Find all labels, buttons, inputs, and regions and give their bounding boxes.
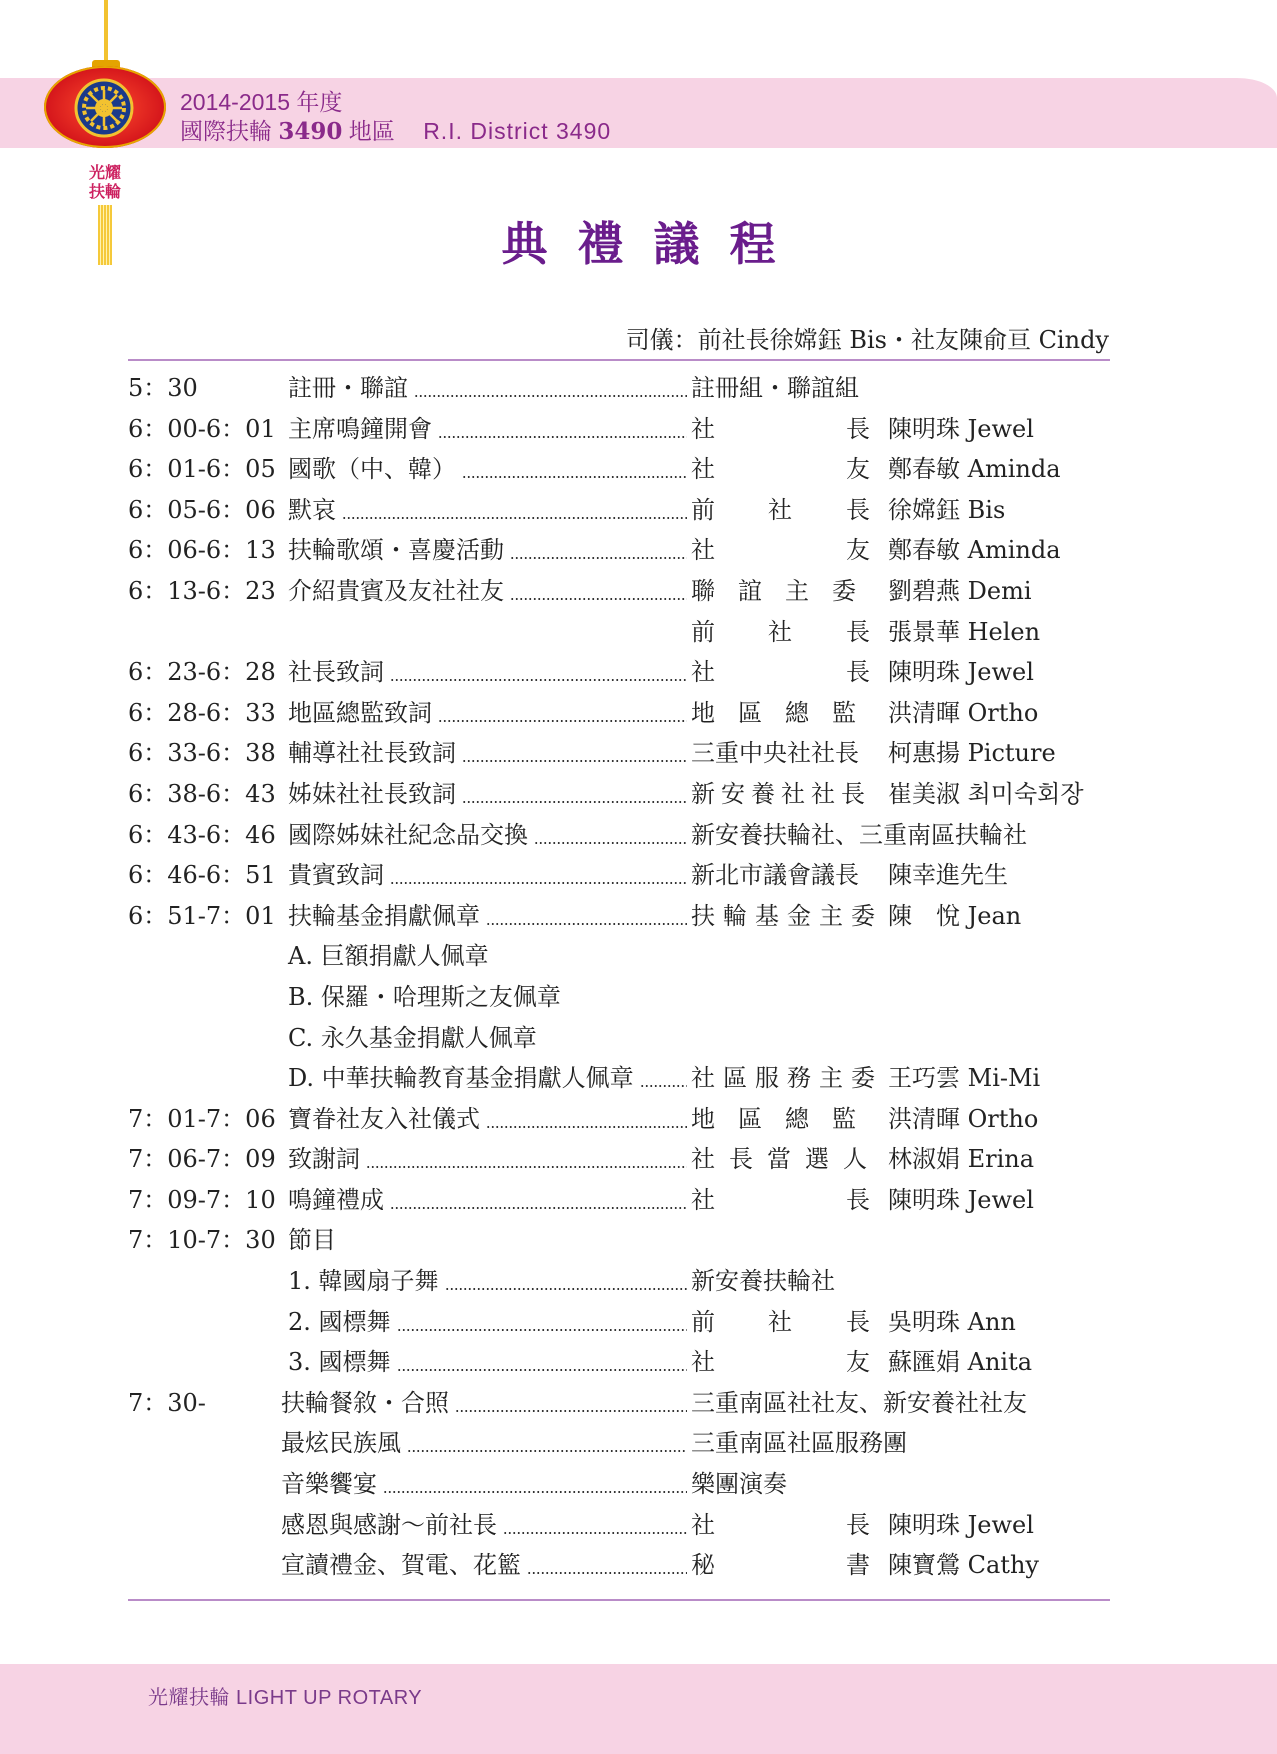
agenda-time: 6：00-6：01 bbox=[128, 414, 276, 443]
agenda-role-mid: 社 bbox=[768, 495, 792, 524]
agenda-name: 洪清暉 Ortho bbox=[888, 698, 1039, 727]
agenda-item: 社長致詞 bbox=[288, 658, 384, 687]
agenda-table bbox=[128, 368, 1118, 1586]
agenda-role-right: 友 bbox=[846, 455, 870, 484]
agenda-role: 社 bbox=[691, 1185, 715, 1214]
agenda-name: 劉碧燕 Demi bbox=[888, 576, 1032, 605]
light-up-badge bbox=[84, 163, 126, 201]
agenda-item: 國歌（中、韓） bbox=[288, 455, 456, 484]
agenda-item: C. 永久基金捐獻人佩章 bbox=[288, 1023, 537, 1052]
agenda-row bbox=[128, 1342, 1118, 1383]
agenda-time: 7：06-7：09 bbox=[128, 1145, 276, 1174]
agenda-role: 秘 bbox=[691, 1551, 715, 1580]
agenda-name: 鄭春敏 Aminda bbox=[888, 455, 1061, 484]
district-number: 3490 bbox=[278, 118, 343, 145]
agenda-row bbox=[128, 936, 1118, 977]
agenda-item: 最炫民族風 bbox=[281, 1429, 401, 1458]
agenda-row bbox=[128, 1018, 1118, 1059]
dot-leader bbox=[383, 1491, 687, 1493]
dot-leader bbox=[462, 801, 687, 803]
agenda-role-mid: 社 bbox=[768, 1307, 792, 1336]
agenda-role: 前 bbox=[691, 1307, 715, 1336]
agenda-time: 7：01-7：06 bbox=[128, 1104, 276, 1133]
dot-leader bbox=[503, 1532, 687, 1534]
agenda-time: 6：06-6：13 bbox=[128, 536, 276, 565]
agenda-row bbox=[128, 1545, 1118, 1586]
dot-leader bbox=[390, 679, 687, 681]
dot-leader bbox=[455, 1410, 687, 1412]
agenda-row bbox=[128, 1302, 1118, 1343]
badge-line-1: 光耀 bbox=[88, 163, 121, 182]
agenda-row bbox=[128, 530, 1118, 571]
agenda-name: 洪清暉 Ortho bbox=[888, 1104, 1039, 1133]
badge-line-2: 扶輪 bbox=[88, 182, 121, 201]
agenda-name: 柯惠揚 Picture bbox=[888, 739, 1056, 768]
agenda-role-right: 長 bbox=[846, 1307, 870, 1336]
agenda-row bbox=[128, 612, 1118, 653]
agenda-row bbox=[128, 1139, 1118, 1180]
agenda-item: 主席鳴鐘開會 bbox=[288, 414, 432, 443]
agenda-time: 6：46-6：51 bbox=[128, 861, 276, 890]
agenda-item: 扶輪基金捐獻佩章 bbox=[288, 901, 480, 930]
agenda-role: 新安養扶輪社 bbox=[691, 1267, 835, 1296]
agenda-item: 貴賓致詞 bbox=[288, 861, 384, 890]
agenda-role: 社長當選人 bbox=[691, 1145, 881, 1174]
header-district bbox=[180, 113, 611, 146]
header-year: 2014-2015 年度 bbox=[180, 89, 343, 115]
agenda-role: 新安養社社長 bbox=[691, 779, 871, 808]
dot-leader bbox=[407, 1450, 687, 1452]
agenda-role-right: 長 bbox=[846, 617, 870, 646]
dot-leader bbox=[397, 1369, 687, 1371]
agenda-row bbox=[128, 652, 1118, 693]
agenda-time: 6：23-6：28 bbox=[128, 658, 276, 687]
agenda-item: 宣讀禮金、賀電、花籃 bbox=[281, 1551, 521, 1580]
agenda-role: 聯誼主委 bbox=[691, 576, 879, 605]
rotary-wheel-icon bbox=[73, 77, 135, 139]
agenda-role-right: 長 bbox=[846, 495, 870, 524]
agenda-time: 6：51-7：01 bbox=[128, 901, 276, 930]
agenda-time: 7：09-7：10 bbox=[128, 1185, 276, 1214]
agenda-row bbox=[128, 368, 1118, 409]
agenda-role-right: 長 bbox=[846, 1185, 870, 1214]
agenda-role-right: 長 bbox=[846, 658, 870, 687]
agenda-item: 姊妹社社長致詞 bbox=[288, 779, 456, 808]
agenda-time: 7：10-7：30 bbox=[128, 1226, 276, 1255]
dot-leader bbox=[640, 1085, 687, 1087]
agenda-time: 6：05-6：06 bbox=[128, 495, 276, 524]
agenda-row bbox=[128, 409, 1118, 450]
agenda-time: 6：28-6：33 bbox=[128, 698, 276, 727]
agenda-name: 王巧雲 Mi-Mi bbox=[888, 1064, 1041, 1093]
dot-leader bbox=[486, 923, 687, 925]
agenda-row bbox=[128, 1423, 1118, 1464]
agenda-time: 6：43-6：46 bbox=[128, 820, 276, 849]
agenda-item: 寶眷社友入社儀式 bbox=[288, 1104, 480, 1133]
agenda-name: 陳明珠 Jewel bbox=[888, 414, 1034, 443]
agenda-role: 扶輪基金主委 bbox=[691, 901, 883, 930]
footer-text: 光耀扶輪 LIGHT UP ROTARY bbox=[148, 1687, 423, 1709]
agenda-time: 6：01-6：05 bbox=[128, 455, 276, 484]
agenda-row bbox=[128, 896, 1118, 937]
agenda-name: 張景華 Helen bbox=[888, 617, 1041, 646]
agenda-role-mid: 社 bbox=[768, 617, 792, 646]
agenda-name: 林淑娟 Erina bbox=[888, 1145, 1035, 1174]
agenda-name: 徐嫦鈺 Bis bbox=[888, 495, 1006, 524]
agenda-item: 感恩與感謝～前社長 bbox=[281, 1510, 497, 1539]
agenda-row bbox=[128, 1058, 1118, 1099]
dot-leader bbox=[534, 842, 687, 844]
agenda-item: A. 巨額捐獻人佩章 bbox=[288, 942, 489, 971]
agenda-row bbox=[128, 1099, 1118, 1140]
agenda-row bbox=[128, 977, 1118, 1018]
agenda-name: 陳明珠 Jewel bbox=[888, 1510, 1034, 1539]
agenda-row bbox=[128, 490, 1118, 531]
agenda-role: 前 bbox=[691, 495, 715, 524]
agenda-name: 陳明珠 Jewel bbox=[888, 658, 1034, 687]
dot-leader bbox=[462, 476, 687, 478]
agenda-item: 默哀 bbox=[288, 495, 336, 524]
agenda-role: 樂團演奏 bbox=[691, 1470, 787, 1499]
agenda-role: 社 bbox=[691, 1510, 715, 1539]
agenda-item: 節目 bbox=[288, 1226, 336, 1255]
district-suffix: 地區 bbox=[348, 118, 395, 144]
agenda-row bbox=[128, 1220, 1118, 1261]
district-prefix: 國際扶輪 bbox=[180, 118, 272, 144]
dot-leader bbox=[390, 882, 687, 884]
agenda-role-right: 友 bbox=[846, 536, 870, 565]
agenda-role: 三重中央社社長 bbox=[691, 739, 859, 768]
agenda-name: 陳寶鶯 Cathy bbox=[888, 1551, 1039, 1580]
agenda-row bbox=[128, 1261, 1118, 1302]
agenda-role: 新北市議會議長 bbox=[691, 861, 859, 890]
agenda-role: 註冊組・聯誼組 bbox=[691, 374, 859, 402]
agenda-name: 鄭春敏 Aminda bbox=[888, 536, 1061, 565]
dot-leader bbox=[397, 1329, 687, 1331]
agenda-item: 地區總監致詞 bbox=[288, 698, 432, 727]
dot-leader bbox=[438, 720, 687, 722]
agenda-item: 註冊・聯誼 bbox=[288, 374, 408, 402]
agenda-role: 社 bbox=[691, 414, 715, 443]
agenda-time: 7：30- bbox=[128, 1388, 206, 1417]
dot-leader bbox=[510, 598, 687, 600]
agenda-name: 蘇匯娟 Anita bbox=[888, 1348, 1033, 1377]
agenda-time: 6：33-6：38 bbox=[128, 739, 276, 768]
agenda-row bbox=[128, 1464, 1118, 1505]
agenda-item: 介紹貴賓及友社社友 bbox=[288, 576, 504, 605]
dot-leader bbox=[462, 760, 687, 762]
agenda-name: 陳幸進先生 bbox=[888, 861, 1008, 890]
agenda-role: 前 bbox=[691, 617, 715, 646]
agenda-row bbox=[128, 1180, 1118, 1221]
dot-leader bbox=[438, 436, 687, 438]
agenda-row bbox=[128, 774, 1118, 815]
agenda-role-right: 書 bbox=[846, 1551, 870, 1580]
agenda-role-right: 長 bbox=[846, 414, 870, 443]
agenda-role: 三重南區社社友、新安養社社友 bbox=[691, 1388, 1027, 1417]
agenda-item: D. 中華扶輪教育基金捐獻人佩章 bbox=[288, 1064, 634, 1093]
agenda-role: 社 bbox=[691, 658, 715, 687]
agenda-item: 致謝詞 bbox=[288, 1145, 360, 1174]
bottom-rule bbox=[128, 1599, 1110, 1601]
dot-leader bbox=[486, 1126, 687, 1128]
agenda-time: 5：30 bbox=[128, 374, 198, 402]
agenda-role: 社 bbox=[691, 536, 715, 565]
agenda-role: 社區服務主委 bbox=[691, 1064, 883, 1093]
agenda-role: 社 bbox=[691, 1348, 715, 1377]
agenda-role: 新安養扶輪社、三重南區扶輪社 bbox=[691, 820, 1027, 849]
agenda-row bbox=[128, 693, 1118, 734]
agenda-item: 扶輪餐敘・合照 bbox=[281, 1388, 449, 1417]
agenda-name: 陳 悅 Jean bbox=[888, 901, 1022, 930]
agenda-role: 地區總監 bbox=[691, 1104, 879, 1133]
top-rule bbox=[128, 359, 1110, 361]
dot-leader bbox=[510, 557, 687, 559]
dot-leader bbox=[414, 395, 687, 397]
district-en: R.I. District 3490 bbox=[423, 118, 612, 144]
agenda-item: 扶輪歌頌・喜慶活動 bbox=[288, 536, 504, 565]
agenda-item: 1. 韓國扇子舞 bbox=[288, 1267, 439, 1296]
agenda-role: 三重南區社區服務團 bbox=[691, 1429, 907, 1458]
agenda-row bbox=[128, 1383, 1118, 1424]
agenda-role: 地區總監 bbox=[691, 698, 879, 727]
agenda-time: 6：38-6：43 bbox=[128, 779, 276, 808]
agenda-item: 鳴鐘禮成 bbox=[288, 1185, 384, 1214]
dot-leader bbox=[527, 1572, 687, 1574]
agenda-item: 國際姊妹社紀念品交換 bbox=[288, 820, 528, 849]
agenda-role: 社 bbox=[691, 455, 715, 484]
dot-leader bbox=[390, 1207, 687, 1209]
dot-leader bbox=[366, 1166, 687, 1168]
agenda-role-right: 友 bbox=[846, 1348, 870, 1377]
agenda-row bbox=[128, 571, 1118, 612]
agenda-row bbox=[128, 733, 1118, 774]
agenda-role-right: 長 bbox=[846, 1510, 870, 1539]
agenda-item: 3. 國標舞 bbox=[288, 1348, 391, 1377]
agenda-item: 2. 國標舞 bbox=[288, 1307, 391, 1336]
dot-leader bbox=[342, 517, 687, 519]
agenda-row bbox=[128, 1505, 1118, 1546]
agenda-name: 崔美淑 최미숙회장 bbox=[888, 779, 1084, 808]
mc-line: 司儀：前社長徐嫦鈺 Bis・社友陳俞亘 Cindy bbox=[625, 326, 1109, 354]
agenda-item: 音樂饗宴 bbox=[281, 1470, 377, 1499]
agenda-item: B. 保羅・哈理斯之友佩章 bbox=[288, 982, 561, 1011]
agenda-row bbox=[128, 815, 1118, 856]
agenda-item: 輔導社社長致詞 bbox=[288, 739, 456, 768]
agenda-row bbox=[128, 855, 1118, 896]
agenda-row bbox=[128, 449, 1118, 490]
agenda-time: 6：13-6：23 bbox=[128, 576, 276, 605]
agenda-name: 陳明珠 Jewel bbox=[888, 1185, 1034, 1214]
agenda-name: 吳明珠 Ann bbox=[888, 1307, 1016, 1336]
dot-leader bbox=[445, 1288, 687, 1290]
page-title: 典禮議程 bbox=[501, 217, 806, 271]
